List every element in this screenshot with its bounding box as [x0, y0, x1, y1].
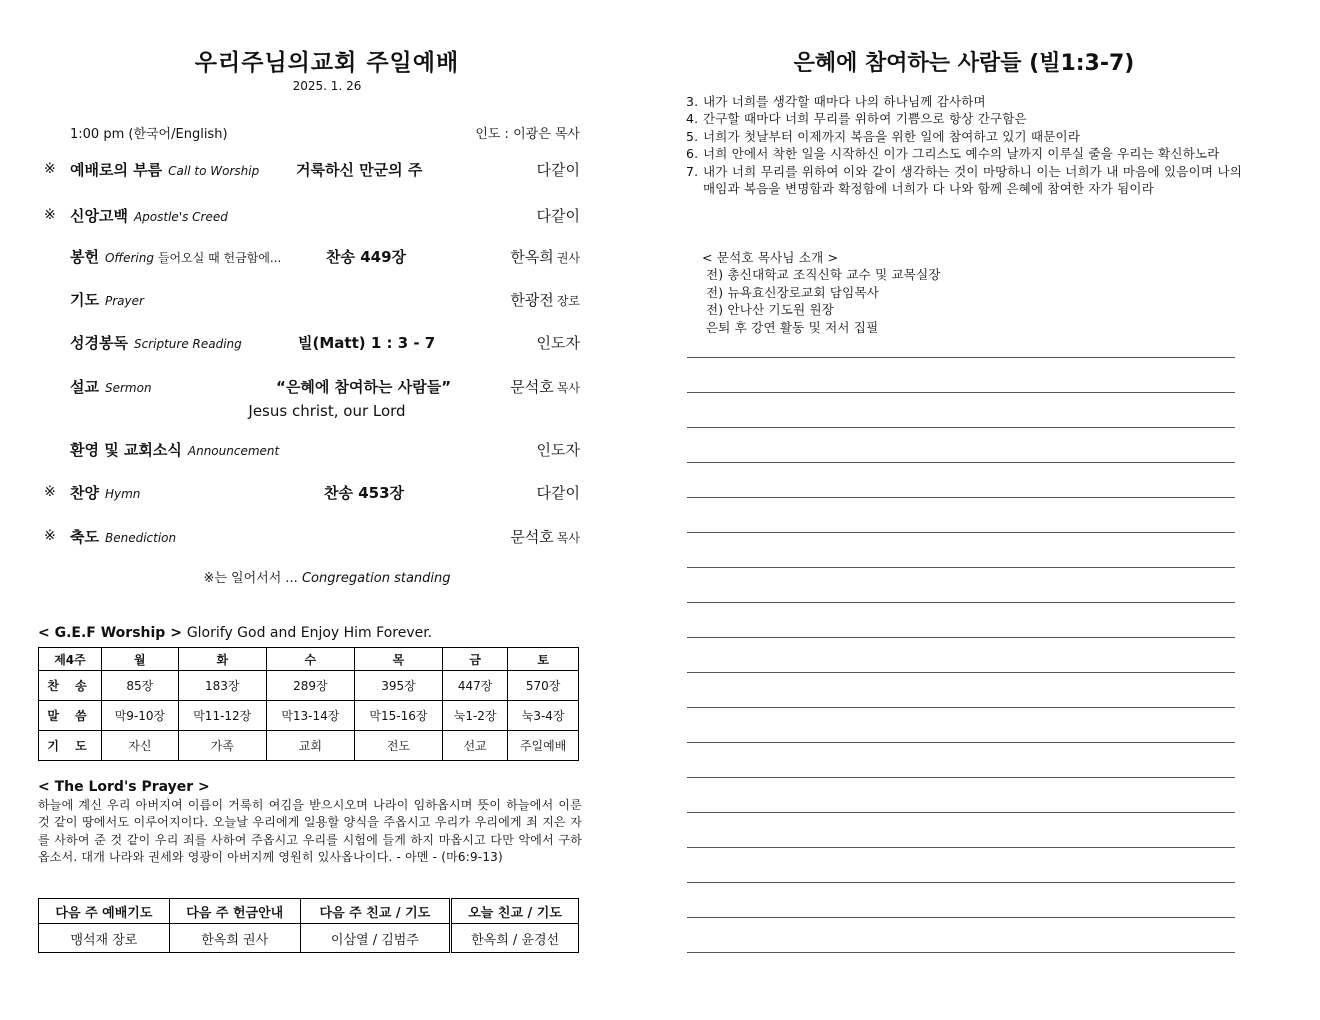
table-header: 다음 주 예배기도 — [39, 899, 170, 924]
note-line — [687, 357, 1235, 392]
table-cell: 자신 — [102, 731, 179, 761]
table-row — [39, 671, 579, 701]
order-row-hymn — [38, 482, 580, 506]
standing-mark: ※ — [44, 207, 56, 223]
note-line — [687, 497, 1235, 532]
note-line — [687, 917, 1235, 952]
order-item-person: 한광전 장로 — [510, 291, 580, 309]
intro-line: 전) 뉴욕효신장로교회 담임목사 — [706, 284, 879, 300]
intro-line: 전) 총신대학교 조직신학 교수 및 교목실장 — [706, 267, 941, 283]
note-line — [687, 392, 1235, 427]
order-item-person: 문석호 목사 — [510, 528, 580, 546]
note-line — [687, 952, 1235, 987]
row-header: 말 씀 — [39, 701, 102, 731]
table-header: 다음 주 헌금안내 — [169, 899, 300, 924]
note-line — [687, 637, 1235, 672]
order-row-sermon — [38, 376, 580, 400]
verse: 5. 너희가 첫날부터 이제까지 복음을 위한 일에 참여하고 있기 때문이라 — [686, 128, 1081, 144]
verse: 6. 너희 안에서 착한 일을 시작하신 이가 그리스도 예수의 날까지 이루실 줄을 우리는 확신하노라 — [686, 146, 1220, 162]
order-row-creed — [38, 205, 580, 229]
order-item-person: 다같이 — [536, 161, 580, 179]
table-header: 토 — [508, 648, 579, 671]
order-item-label: 봉헌 Offering 들어오실 때 헌금함에... — [70, 248, 282, 266]
table-cell: 85장 — [102, 671, 179, 701]
weekly-schedule-table — [38, 647, 579, 761]
order-item-label: 축도 Benediction — [70, 528, 177, 546]
order-item-content: 빌(Matt) 1 : 3 - 7 — [298, 334, 436, 352]
bulletin-order-panel — [38, 0, 580, 1020]
note-line — [687, 567, 1235, 602]
order-item-content: 찬송 453장 — [324, 484, 405, 502]
note-line — [687, 427, 1235, 462]
note-line — [687, 707, 1235, 742]
note-line — [687, 742, 1235, 777]
order-item-label: 신앙고백 Apostle's Creed — [70, 207, 228, 225]
table-cell: 289장 — [266, 671, 354, 701]
order-item-person: 한옥희 권사 — [510, 248, 580, 266]
sermon-subtitle: Jesus christ, our Lord — [248, 402, 406, 420]
verse: 7. 내가 너희 무리를 위하여 이와 같이 생각하는 것이 마땅하니 이는 너희가 내 마음에 있음이며 나의 매임과 복음을 변명함과 확정함에 너희가 다 나와 함께 은혜에 참여한 자가 됨이라 — [686, 163, 1242, 197]
next-week-table — [38, 898, 579, 953]
table-cell: 막11-12장 — [178, 701, 266, 731]
table-row — [39, 701, 579, 731]
table-cell: 570장 — [508, 671, 579, 701]
table-header: 금 — [442, 648, 507, 671]
standing-mark: ※ — [44, 528, 56, 544]
table-cell: 한옥희 권사 — [169, 924, 300, 953]
table-cell: 막15-16장 — [354, 701, 442, 731]
table-cell: 눅1-2장 — [442, 701, 507, 731]
order-row-scripture — [38, 332, 580, 356]
standing-note: ※는 일어서서 ... Congregation standing — [203, 571, 451, 586]
verse: 4. 간구할 때마다 너희 무리를 위하여 기쁨으로 항상 간구함은 — [686, 111, 1027, 127]
table-header: 목 — [354, 648, 442, 671]
note-line — [687, 847, 1235, 882]
order-item-content: 찬송 449장 — [326, 248, 407, 266]
table-cell: 막9-10장 — [102, 701, 179, 731]
table-header-row — [39, 648, 579, 671]
scripture-verses — [684, 93, 1242, 197]
table-header-row — [39, 899, 579, 924]
table-cell: 주일예배 — [508, 731, 579, 761]
table-row — [39, 731, 579, 761]
note-lines — [687, 357, 1235, 987]
order-item-label: 성경봉독 Scripture Reading — [70, 334, 242, 352]
note-line — [687, 672, 1235, 707]
row-header: 찬 송 — [39, 671, 102, 701]
sermon-page-title: 은혜에 참여하는 사람들 (빌1:3-7) — [793, 51, 1135, 76]
note-line — [687, 462, 1235, 497]
order-item-label: 기도 Prayer — [70, 291, 144, 309]
order-item-person: 인도자 — [536, 441, 580, 459]
table-cell: 가족 — [178, 731, 266, 761]
order-item-label: 예배로의 부름 Call to Worship — [70, 161, 260, 179]
note-line — [687, 777, 1235, 812]
order-item-person: 다같이 — [536, 207, 580, 225]
lords-prayer-text: 하늘에 계신 우리 아버지여 이름이 거룩히 여김을 받으시오며 나라이 임하옵시며 뜻이 하늘에서 이룬 것 같이 땅에서도 이루어지이다. 오늘날 우리에게 일용할 양식을 주옵시고 우리가 우리에게 죄 지은 자를 사하여 준 것 같이 우리 죄를 사하여 주옵시고 우리를 시험에 들게 하지 마옵시고 다만 악에서 구하옵소서. 대개 나라와 권세와 영광이 아버지께 영원히 있사옵나이다. - 아멘 - (마6:9-13) — [38, 798, 582, 865]
order-item-label: 환영 및 교회소식 Announcement — [70, 441, 280, 459]
preacher-intro-heading: < 문석호 목사님 소개 > — [702, 250, 839, 265]
order-item-label: 찬양 Hymn — [70, 484, 141, 502]
order-item-person: 인도자 — [536, 334, 580, 352]
table-cell: 맹석재 장로 — [39, 924, 170, 953]
page-title: 우리주님의교회 주일예배 — [194, 50, 460, 76]
order-item-content: 거룩하신 만군의 주 — [296, 161, 423, 179]
service-leader: 인도 : 이광은 목사 — [475, 127, 580, 142]
order-row-prayer — [38, 289, 580, 313]
table-cell: 전도 — [354, 731, 442, 761]
row-header: 기 도 — [39, 731, 102, 761]
sermon-notes-panel — [684, 0, 1244, 1020]
order-row-call-to-worship — [38, 159, 580, 183]
note-line — [687, 812, 1235, 847]
table-cell: 한옥희 / 윤경선 — [451, 924, 579, 953]
gef-worship-heading: < G.E.F Worship > Glorify God and Enjoy Him Forever. — [38, 625, 433, 641]
note-line — [687, 882, 1235, 917]
table-cell: 교회 — [266, 731, 354, 761]
table-cell: 183장 — [178, 671, 266, 701]
sermon-title: “은혜에 참여하는 사람들” — [276, 378, 452, 396]
preacher-intro — [702, 249, 941, 336]
note-line — [687, 602, 1235, 637]
standing-mark: ※ — [44, 161, 56, 177]
verse: 3. 내가 너희를 생각할 때마다 나의 하나님께 감사하며 — [686, 94, 986, 109]
table-header: 화 — [178, 648, 266, 671]
order-row-offering — [38, 246, 580, 270]
table-header: 수 — [266, 648, 354, 671]
order-item-person: 문석호 목사 — [510, 378, 580, 396]
table-cell: 눅3-4장 — [508, 701, 579, 731]
standing-mark: ※ — [44, 484, 56, 500]
table-cell: 이삼열 / 김범주 — [300, 924, 451, 953]
table-row — [39, 924, 579, 953]
order-row-announcement — [38, 439, 580, 463]
note-line — [687, 532, 1235, 567]
table-cell: 막13-14장 — [266, 701, 354, 731]
order-item-person: 다같이 — [536, 484, 580, 502]
table-header: 제4주 — [39, 648, 102, 671]
table-cell: 395장 — [354, 671, 442, 701]
order-item-label: 설교 Sermon — [70, 378, 152, 396]
intro-line: 은퇴 후 강연 활동 및 저서 집필 — [706, 319, 879, 335]
service-date: 2025. 1. 26 — [292, 79, 362, 93]
table-cell: 447장 — [442, 671, 507, 701]
table-cell: 선교 — [442, 731, 507, 761]
service-time: 1:00 pm (한국어/English) — [70, 127, 228, 142]
table-header: 월 — [102, 648, 179, 671]
table-header: 다음 주 친교 / 기도 — [300, 899, 451, 924]
order-row-benediction — [38, 526, 580, 550]
intro-line: 전) 안나산 기도원 원장 — [706, 302, 835, 318]
table-header: 오늘 친교 / 기도 — [451, 899, 579, 924]
lords-prayer-title: < The Lord's Prayer > — [38, 779, 210, 795]
